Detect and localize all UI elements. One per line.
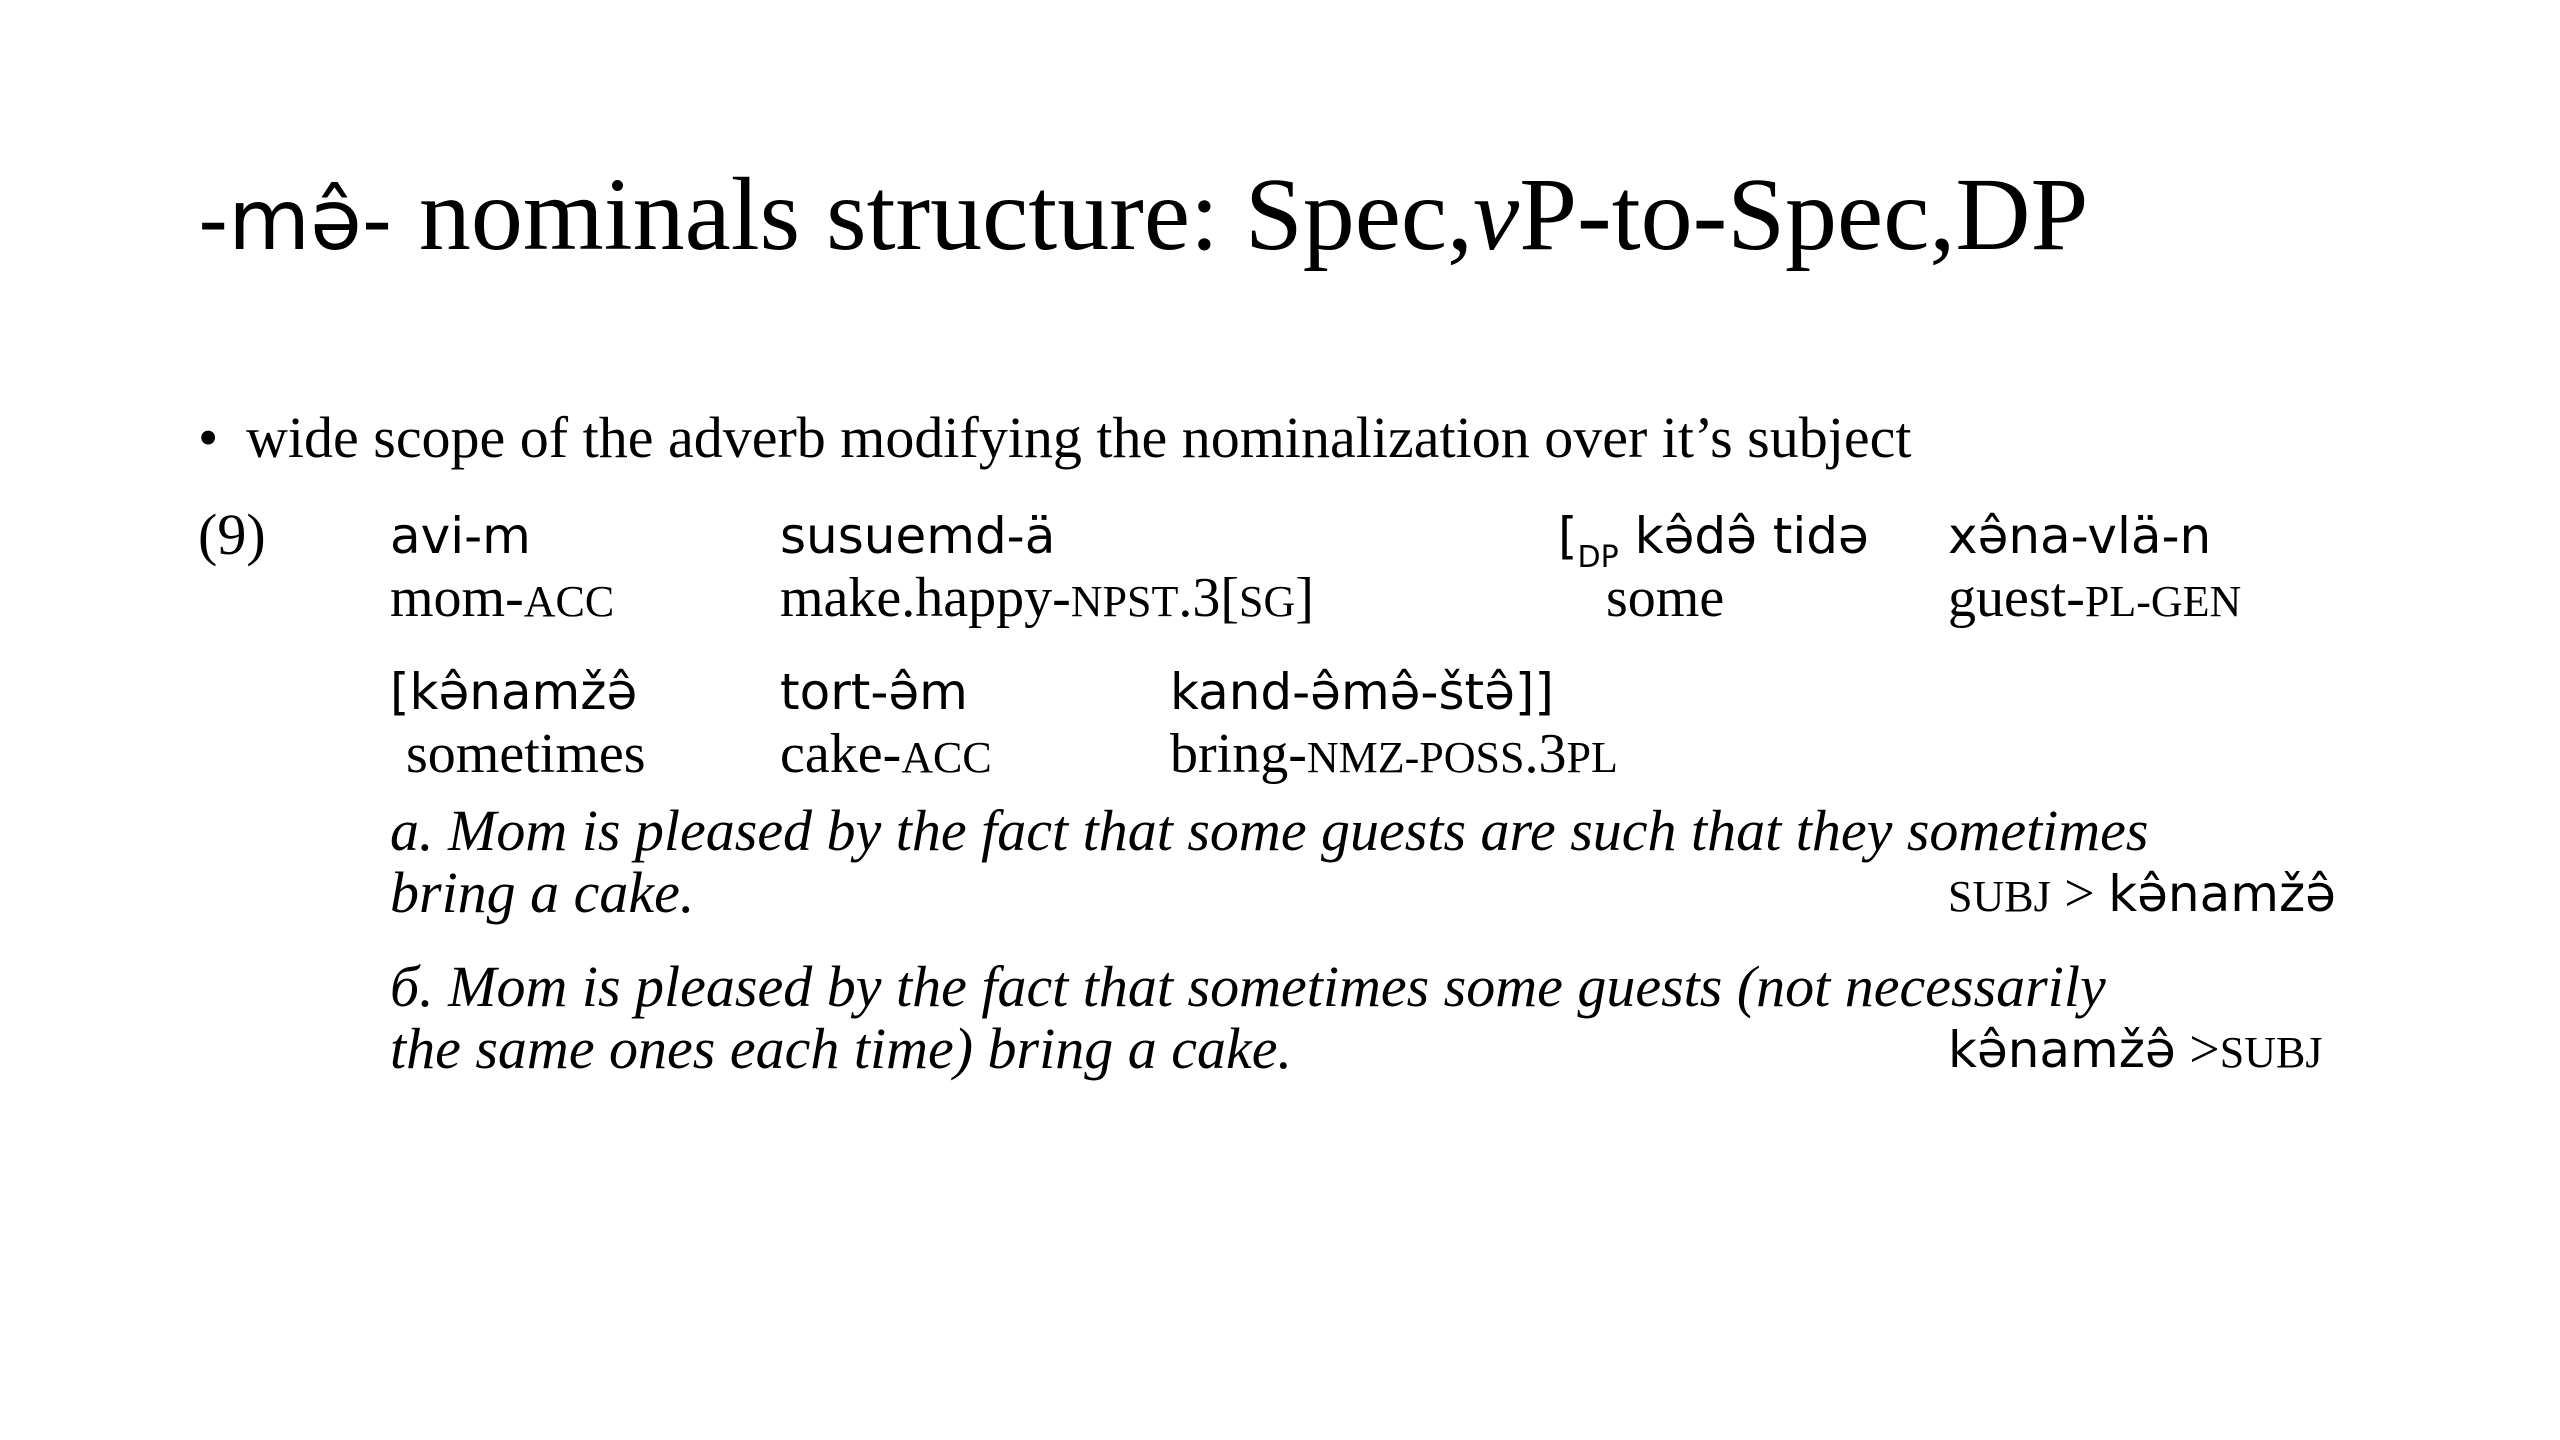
bullet-text: wide scope of the adverb modifying the nominalization over it’s subject <box>246 405 1912 470</box>
example-number: (9) <box>198 502 266 567</box>
word-6-gloss <box>780 722 992 790</box>
word-2-gloss <box>780 566 1314 634</box>
scope-reading-b <box>1948 1018 2322 1084</box>
word-3-text: kə̂də̂ tidə <box>1618 507 1869 565</box>
title-part2: P-to-Spec,DP <box>1519 157 2089 272</box>
title-prefix: -mə̂- <box>198 171 419 269</box>
gloss-small-caps: ACC <box>523 577 615 626</box>
dp-subscript: DP <box>1577 540 1619 575</box>
scope-adverb: kə̂namžə̂ <box>2108 865 2336 923</box>
open-bracket: [ <box>1558 507 1578 565</box>
gloss-small-caps: NPST <box>1070 577 1179 626</box>
translation-a-line-1: a. Mom is pleased by the fact that some guests are such that they sometimes <box>390 798 2149 863</box>
title-part1: nominals structure: Spec, <box>418 157 1474 272</box>
gloss-small-caps: PL-GEN <box>2084 577 2242 626</box>
word-4-gloss <box>1948 566 2241 634</box>
gloss-end: ] <box>1295 567 1314 629</box>
word-1-source: avi-m <box>390 507 531 565</box>
word-2-source: susuemd-ä <box>780 507 1056 565</box>
translation-b-line-1: б. Mom is pleased by the fact that sometimes some guests (not necessarily <box>390 954 2106 1019</box>
gloss-stem: make.happy- <box>780 567 1071 629</box>
word-5-gloss: sometimes <box>406 723 646 785</box>
gloss-stem: cake- <box>780 723 902 785</box>
bullet-icon: • <box>198 405 219 470</box>
gloss-mid: .3[ <box>1178 567 1240 629</box>
scope-adverb: kə̂namžə̂ <box>1948 1021 2176 1079</box>
slide-title <box>198 150 2088 285</box>
word-6-source: tort-ə̂m <box>780 663 968 721</box>
word-5-source: [kə̂namžə̂ <box>390 663 638 721</box>
word-7-gloss <box>1170 722 1618 790</box>
word-4-source: xə̂na-vlä-n <box>1948 507 2212 565</box>
title-v-italic: v <box>1473 157 1520 272</box>
gloss-stem: guest- <box>1948 567 2085 629</box>
scope-reading-a <box>1948 862 2336 928</box>
gloss-small-caps: NMZ-POSS <box>1306 733 1525 782</box>
translation-a-line-2: bring a cake. <box>390 860 695 925</box>
word-7-source: kand-ə̂mə̂-štə̂]] <box>1170 663 1554 721</box>
scope-subj: SUBJ <box>2219 1028 2323 1077</box>
scope-greater-than: > <box>2050 863 2109 923</box>
bullet-point <box>198 400 1911 476</box>
gloss-small-caps: ACC <box>901 733 992 782</box>
gloss-stem: bring- <box>1170 723 1307 785</box>
gloss-small-caps: PL <box>1566 733 1618 782</box>
translation-b-line-2: the same ones each time) bring a cake. <box>390 1016 1292 1081</box>
gloss-mid: .3 <box>1524 723 1567 785</box>
word-3-gloss: some <box>1606 567 1725 629</box>
scope-subj: SUBJ <box>1948 872 2051 921</box>
scope-greater-than: > <box>2175 1019 2220 1079</box>
word-1-gloss <box>390 566 614 634</box>
gloss-small-caps: SG <box>1239 577 1296 626</box>
gloss-stem: mom- <box>390 567 524 629</box>
